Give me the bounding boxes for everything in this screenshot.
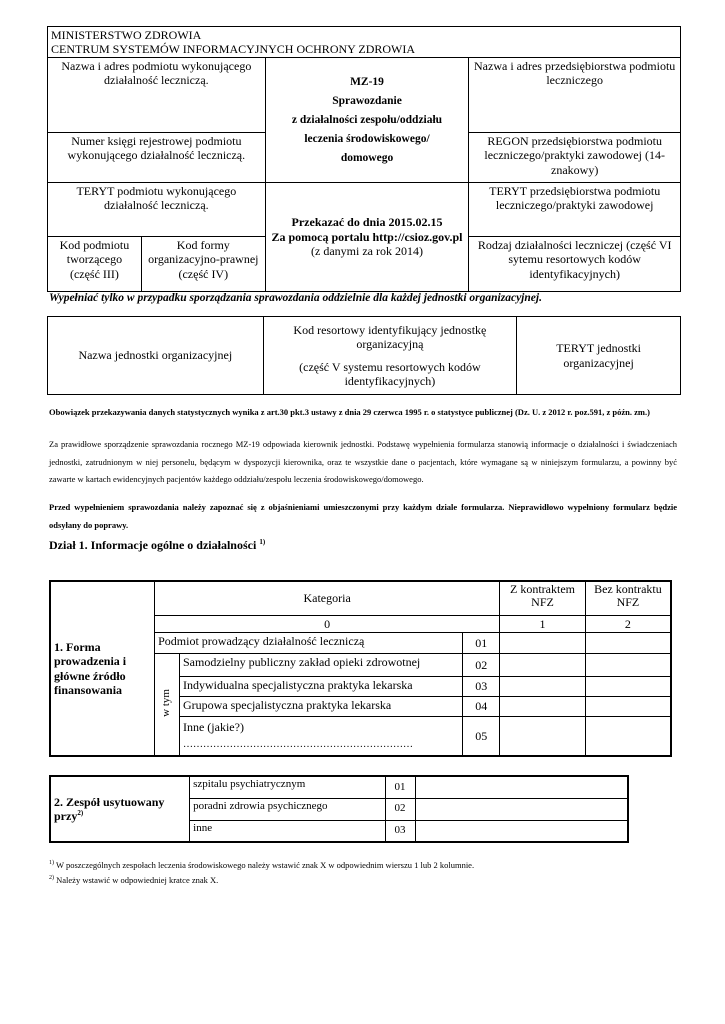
located-label-cell <box>50 776 190 842</box>
location-code: 01 <box>385 776 415 798</box>
with-nfz-header: Z kontraktem NFZ <box>500 581 586 615</box>
w-tym-cell <box>155 653 180 756</box>
data-year: (z danymi za rok 2014) <box>311 244 423 259</box>
col-index-2: 2 <box>585 615 671 632</box>
footnotes <box>49 857 679 887</box>
located-label-sup: 2) <box>77 809 84 817</box>
section2-table <box>49 775 629 843</box>
footnote-marker: 1) <box>49 860 54 866</box>
row-code: 03 <box>463 676 500 696</box>
cell-without-nfz[interactable] <box>585 696 671 716</box>
row-code: 04 <box>463 696 500 716</box>
location-mark[interactable] <box>415 820 628 842</box>
row-label-other[interactable] <box>179 716 462 756</box>
responsibility-text: Za prawidłowe sporządzenie sprawozdania rocznego MZ-19 odpowiada kierownik jednostki. Podstawę wypełnienia formularza stanowią informacje o działalności i świadczeniach jednostki, zatrudnionym w niej personelu, będącym w dyspozycji kierownika, oraz te wszystkie dane o pacjentach, które wymagane są w niniejszym formularzu, a powinny być zawarte w kartach ewidencyjnych pacjentów każdego oddziału/zespołu leczenia środowiskowego/domowego. <box>49 439 677 484</box>
form-title-cell <box>265 58 469 183</box>
row-label: Inne (jakie?) <box>182 719 244 734</box>
location-label: inne <box>190 820 385 842</box>
ministry-name: MINISTERSTWO ZDROWIA <box>51 28 202 42</box>
enterprise-name-address[interactable]: Nazwa i adres przedsiębiorstwa podmiotu leczniczego <box>469 58 681 133</box>
form-title-line-4: domowego <box>340 151 394 164</box>
founder-code[interactable]: Kod podmiotu tworzącego (część III) <box>48 237 142 292</box>
located-label: 2. Zespół usytuowany przy <box>54 794 165 823</box>
section1-table <box>49 580 672 757</box>
col-index-0: 0 <box>155 615 500 632</box>
footnote-text: W poszczególnych zespołach leczenia środowiskowego należy wstawić znak X w odpowiednim wierszu 1 lub 2 kolumnie. <box>54 859 475 870</box>
unit-code-line-1: Kod resortowy identyfikujący jednostkę organizacyjną <box>293 322 487 352</box>
unit-teryt[interactable]: TERYT jednostki organizacyjnej <box>517 317 681 395</box>
form-title-line-1: Sprawozdanie <box>332 94 402 107</box>
obligation-text: Obowiązek przekazywania danych statystycznych wynika z art.30 pkt.3 ustawy z dnia 29 czerwca 1995 r. o statystyce publicznej (Dz. U. z 2012 r. poz.591, z późn. zm.) <box>49 407 650 417</box>
unit-code-cell[interactable] <box>263 317 517 395</box>
registry-number[interactable]: Numer księgi rejestrowej podmiotu wykonującego działalność leczniczą. <box>48 133 266 183</box>
cell-with-nfz[interactable] <box>500 716 586 756</box>
footnote <box>49 857 679 872</box>
cell-without-nfz[interactable] <box>585 676 671 696</box>
footnote <box>49 872 679 887</box>
header-table <box>47 26 681 292</box>
row-label: Indywidualna specjalistyczna praktyka lekarska <box>179 676 462 696</box>
unit-code-line-2: (część V systemu resortowych kodów identyfikacyjnych) <box>299 359 481 388</box>
deadline: Przekazać do dnia 2015.02.15 <box>291 215 443 230</box>
activity-type[interactable]: Rodzaj działalności leczniczej (część VI sytemu resortowych kodów identyfikacyjnych) <box>469 237 681 292</box>
row-label: Podmiot prowadzący działalność leczniczą <box>155 632 463 653</box>
center-name: CENTRUM SYSTEMÓW INFORMACYJNYCH OCHRONY ZDROWIA <box>51 42 416 56</box>
entity-name-address[interactable]: Nazwa i adres podmiotu wykonującego działalność leczniczą. <box>48 58 266 133</box>
deadline-cell <box>265 183 469 292</box>
location-mark[interactable] <box>415 776 628 798</box>
other-dots: …………………………………………………………… <box>182 738 413 750</box>
row-code: 02 <box>463 653 500 676</box>
ministry-cell <box>48 27 681 58</box>
form-code: MZ-19 <box>350 75 384 88</box>
cell-with-nfz[interactable] <box>500 632 586 653</box>
category-header: Kategoria <box>155 581 500 615</box>
teryt-enterprise[interactable]: TERYT przedsiębiorstwa podmiotu leczniczego/praktyki zawodowej <box>469 183 681 237</box>
row-label: Grupowa specjalistyczna praktyka lekarska <box>179 696 462 716</box>
portal: Za pomocą portalu http://csioz.gov.pl <box>271 229 463 244</box>
cell-without-nfz[interactable] <box>585 632 671 653</box>
note-only: Wypełniać tylko w przypadku sporządzania sprawozdania oddzielnie dla każdej jednostki organizacyjnej. <box>49 292 542 304</box>
before-fill-text: Przed wypełnieniem sprawozdania należy zapoznać się z objaśnieniami umieszczonymi przy każdym dziale formularza. Nieprawidłowo wypełniony formularz będzie odsyłany do poprawy. <box>49 502 677 530</box>
location-label: poradni zdrowia psychicznego <box>190 798 385 820</box>
without-nfz-header: Bez kontraktu NFZ <box>585 581 671 615</box>
form-label: 1. Forma prowadzenia i główne źródło finansowania <box>50 581 155 756</box>
cell-without-nfz[interactable] <box>585 653 671 676</box>
location-code: 03 <box>385 820 415 842</box>
cell-with-nfz[interactable] <box>500 696 586 716</box>
row-code: 01 <box>463 632 500 653</box>
section-title <box>49 538 265 552</box>
teryt-entity[interactable]: TERYT podmiotu wykonującego działalność leczniczą. <box>48 183 266 237</box>
section-title-sup: 1) <box>259 538 266 546</box>
footnote-marker: 2) <box>49 874 54 881</box>
form-title-line-3: leczenia środowiskowego/ <box>304 132 430 145</box>
cell-with-nfz[interactable] <box>500 653 586 676</box>
location-mark[interactable] <box>415 798 628 820</box>
footnote-text: Należy wstawić w odpowiedniej kratce znak X. <box>54 874 219 885</box>
regon[interactable]: REGON przedsiębiorstwa podmiotu leczniczego/praktyki zawodowej (14-znakowy) <box>469 133 681 183</box>
location-label: szpitalu psychiatrycznym <box>190 776 385 798</box>
row-code: 05 <box>463 716 500 756</box>
location-code: 02 <box>385 798 415 820</box>
legal-form-code[interactable]: Kod formy organizacyjno-prawnej (część IV) <box>141 237 265 292</box>
col-index-1: 1 <box>500 615 586 632</box>
section-title-text: Dział 1. Informacje ogólne o działalności <box>49 538 257 552</box>
row-label: Samodzielny publiczny zakład opieki zdrowotnej <box>179 653 462 676</box>
cell-with-nfz[interactable] <box>500 676 586 696</box>
w-tym-label: w tym <box>160 689 173 717</box>
unit-name[interactable]: Nazwa jednostki organizacyjnej <box>48 317 264 395</box>
cell-without-nfz[interactable] <box>585 716 671 756</box>
form-title-line-2: z działalności zespołu/oddziału <box>291 113 443 126</box>
unit-table <box>47 316 681 395</box>
